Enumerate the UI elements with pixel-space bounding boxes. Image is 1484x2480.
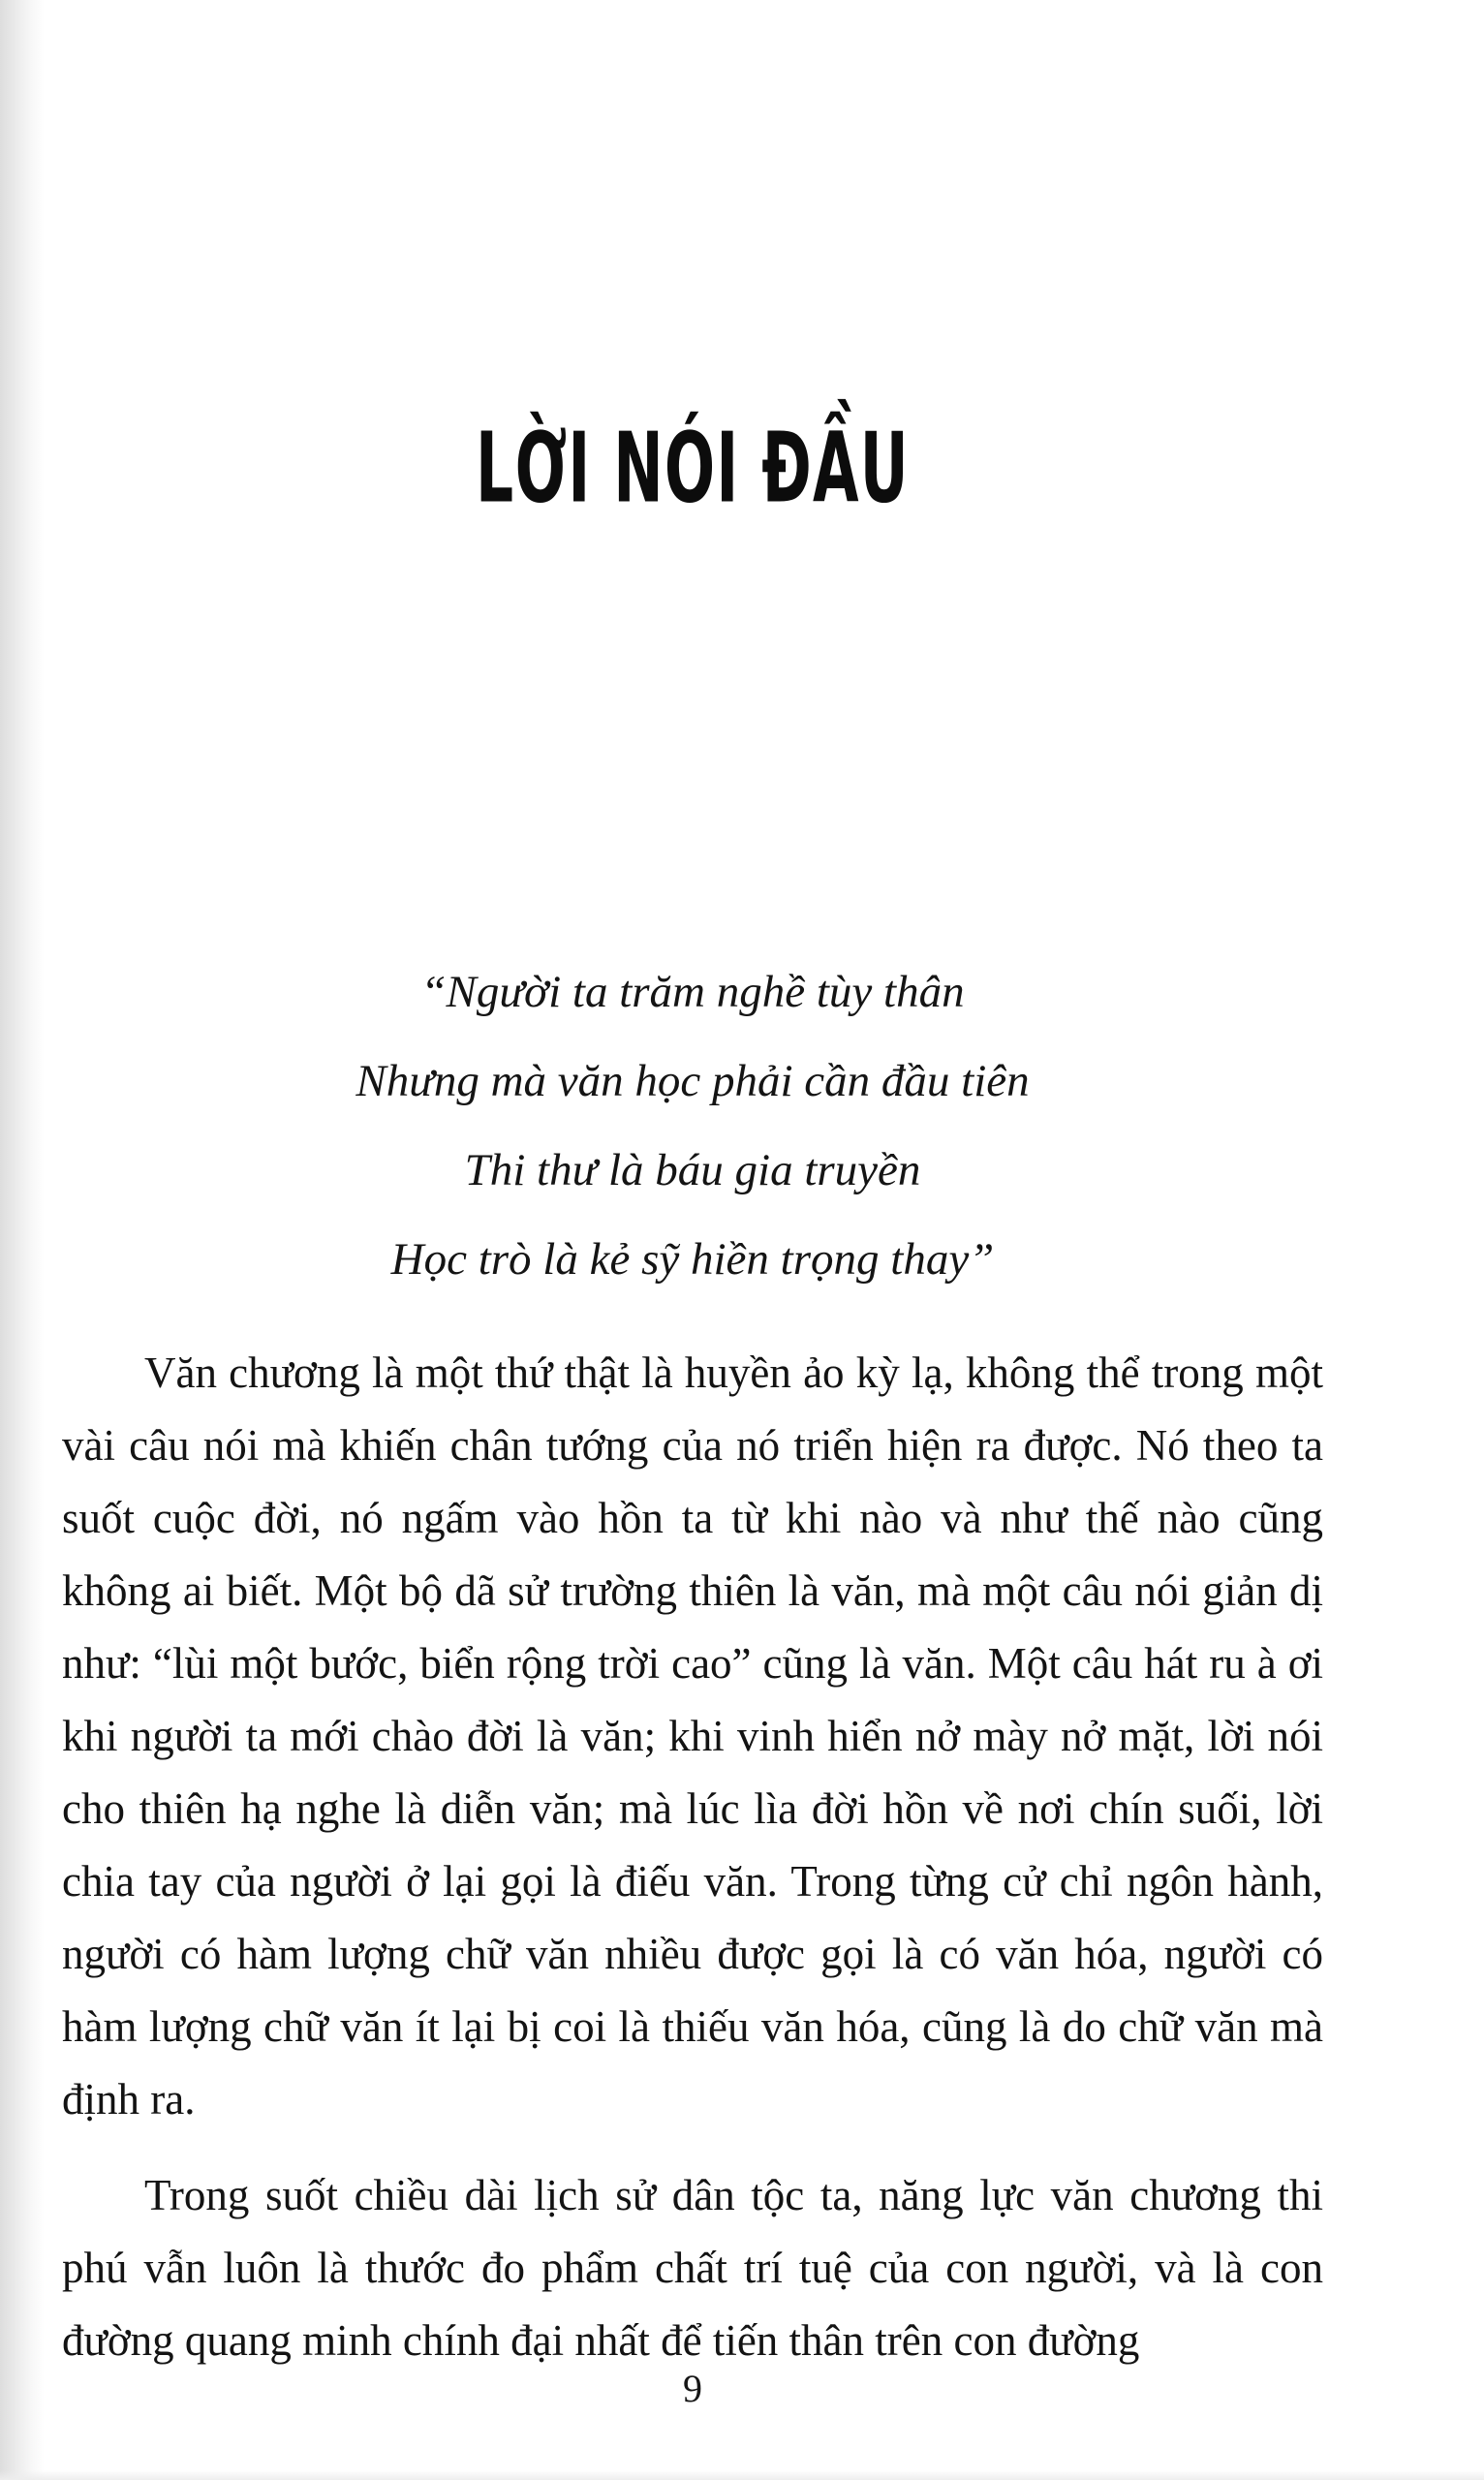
body-paragraph: Trong suốt chiều dài lịch sử dân tộc ta, năng lực văn chương thi phú vẫn luôn là thước đo phẩm chất trí tuệ của con người, và là con đường quang minh chính đại nhất để tiến thân trên con đường <box>62 2171 1323 2365</box>
body-paragraph: Văn chương là một thứ thật là huyền ảo kỳ lạ, không thể trong một vài câu nói mà khiến chân tướng của nó triển hiện ra được. Nó theo ta suốt cuộc đời, nó ngấm vào hồn ta từ khi nào và như thế nào cũng không ai biết. Một bộ dã sử trường thiên là văn, mà một câu nói giản dị như: “lùi một bước, biển rộng trời cao” cũng là văn. Một câu hát ru à ơi khi người ta mới chào đời là văn; khi vinh hiển nở mày nở mặt, lời nói cho thiên hạ nghe là diễn văn; mà lúc lìa đời hồn về nơi chín suối, lời chia tay của người ở lại gọi là điếu văn. Trong từng cử chỉ ngôn hành, người có hàm lượng chữ văn nhiều được gọi là có văn hóa, người có hàm lượng chữ văn ít lại bị coi là thiếu văn hóa, cũng là do chữ văn mà định ra. <box>62 1348 1323 2124</box>
scan-bottom-shadow <box>0 2470 1484 2480</box>
page-content <box>62 0 1323 2377</box>
poem-line: Nhưng mà văn học phải cần đầu tiên <box>356 1056 1030 1106</box>
epigraph-poem <box>62 947 1323 1304</box>
chapter-title: LỜI NÓI ĐẦU <box>476 411 910 525</box>
scan-edge-shadow <box>0 0 45 2480</box>
poem-line: Thi thư là báu gia truyền <box>464 1145 921 1195</box>
poem-line: “Người ta trăm nghề tùy thân <box>420 967 965 1017</box>
poem-line: Học trò là kẻ sỹ hiền trọng thay” <box>390 1234 995 1285</box>
page-number: 9 <box>683 2367 702 2410</box>
